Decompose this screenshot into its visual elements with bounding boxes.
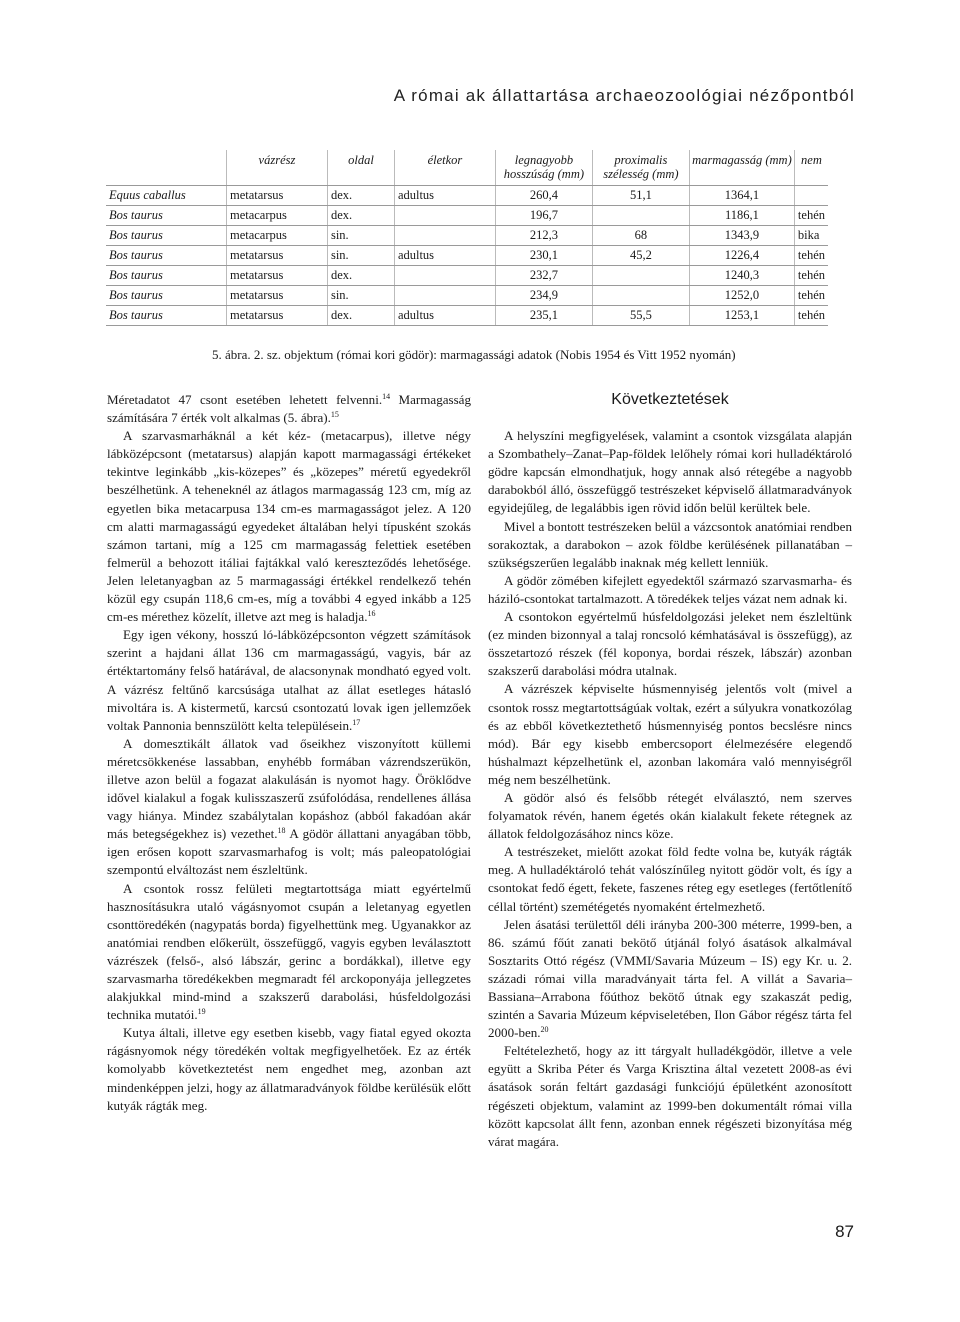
footnote-ref: 19 bbox=[197, 1007, 206, 1017]
text-span: A csontok rossz felületi megtartottsága miatt egyértelmű hasznosításukra utaló vágásnyomot csupán a leletanyag egyetlen csonttöredékén (nagypatás borda) figyelhettünk meg. Ugyanakkor az anatómiai rendben előkerült, összefüggő, vagyis egyben leválasztott vázrészek (felső-, alsó lábszár, gerinc a bordákkal), illetve egy szarvasmarha töredékekben megmaradt fél arckoponyája jellegzetes alakjukkal mind-mind a szakszerű darabolási, húsfeldolgozási technika mutatói. bbox=[107, 880, 471, 1023]
paragraph bbox=[107, 735, 471, 880]
page-number: 87 bbox=[835, 1222, 854, 1241]
table-header: proximalis szélesség (mm) bbox=[592, 150, 689, 186]
paragraph bbox=[107, 626, 471, 735]
table-cell bbox=[592, 286, 689, 306]
table-cell: Bos taurus bbox=[106, 306, 226, 326]
table-cell: metatarsus bbox=[226, 246, 327, 266]
table-cell bbox=[394, 286, 495, 306]
text-span: Jelen ásatási területtől déli irányba 200-300 méterre, 1999-ben, a 86. számú főút zanati bekötő útjánál folyó ásatások alkalmával Sosztarits Ottó régész (VMMI/Savaria Múzeum – IS) egy Kr. u. 2. századi római villa maradványait tárta fel. A villát a Savaria–Bassiana–Arrabona főúthoz bekötő útnak egy szakaszát pedig, szintén a Savaria Múzeum képviseletében, Ilon Gábor régész tárta fel 2000-ben. bbox=[488, 916, 852, 1041]
table-row bbox=[106, 226, 828, 246]
table-cell: 1186,1 bbox=[689, 206, 794, 226]
paragraph: A helyszíni megfigyelések, valamint a csontok vizsgálata alapján a Szombathely–Zanat–Pap-földek lelőhely római kori hulladéktároló gödre kapcsán elmondhatjuk, hogy annak alsó rétegébe a nagyobb darabokból álló, összefüggő testrészeket képviselő állatmaradványok egyidejűleg, de legalábbis igen rövid időn belül kerültek bele. bbox=[488, 428, 852, 516]
table-header bbox=[106, 150, 226, 186]
table-cell: 230,1 bbox=[495, 246, 592, 266]
table-cell: 1252,0 bbox=[689, 286, 794, 306]
table-cell: dex. bbox=[327, 206, 394, 226]
table-cell: 51,1 bbox=[592, 186, 689, 206]
paragraph bbox=[107, 1024, 471, 1114]
running-head: A római ak állattartása archaeozoológiai nézőpontból bbox=[393, 86, 855, 105]
table-cell: adultus bbox=[394, 246, 495, 266]
table-header: életkor bbox=[394, 150, 495, 186]
text-span: Kutya általi, illetve egy esetben kisebb, vagy fiatal egyed okozta rágásnyomok négy töredékén voltak megfigyelhetőek. Ez az érték komolyabb következtetést nem engedhet meg, azonban azt mindenképpen jelzi, hogy az állatmaradványok földbe kerülésük előtt kutyák rágták meg. bbox=[107, 1025, 471, 1113]
table-cell: 232,7 bbox=[495, 266, 592, 286]
text-span: Méretadatot 47 csont esetében lehetett felvenni. bbox=[107, 392, 383, 407]
table-header-row bbox=[106, 150, 828, 186]
text-span: Marmagasság számítására 7 érték volt alkalmas (5. ábra). bbox=[107, 392, 471, 426]
footnote-ref: 14 bbox=[382, 392, 391, 401]
table-cell: 1226,4 bbox=[689, 246, 794, 266]
table-cell: 1343,9 bbox=[689, 226, 794, 246]
footnote-ref: 20 bbox=[540, 1025, 549, 1035]
section-title: Következtetések bbox=[611, 391, 729, 408]
table-cell: 196,7 bbox=[495, 206, 592, 226]
paragraph: A gödör zömében kifejlett egyedektől származó szarvasmarha- és háziló-csontokat tartalmazott. A töredékek teljes vázat nem adnak ki. bbox=[488, 572, 852, 606]
table-cell: sin. bbox=[327, 246, 394, 266]
table-header: vázrész bbox=[226, 150, 327, 186]
table-cell: 68 bbox=[592, 226, 689, 246]
table-cell: 1240,3 bbox=[689, 266, 794, 286]
table-cell: adultus bbox=[394, 186, 495, 206]
text-span: Egy igen vékony, hosszú ló-lábközépcsonton végzett számítások szerint a hajdani állat 136 cm marmagasságú, vagyis, bár az értéktartomány felső határával, de alacsonynak mondható egyed volt. A vázrész feltűnő karcsúsága utalhat az állat esetleges hátasló mivoltára is. A kistermetű, karcsú csontozatú lovak igen jellemzőek voltak Pannonia bennszülött kelta településein. bbox=[107, 627, 471, 733]
table-cell: 212,3 bbox=[495, 226, 592, 246]
footnote-ref: 18 bbox=[277, 826, 286, 836]
table-caption: 5. ábra. 2. sz. objektum (római kori gödör): marmagassági adatok (Nobis 1954 és Vitt 1952 nyomán) bbox=[212, 347, 736, 362]
table-cell: sin. bbox=[327, 226, 394, 246]
table-cell: metatarsus bbox=[226, 186, 327, 206]
table-cell: 55,5 bbox=[592, 306, 689, 326]
table-cell bbox=[394, 266, 495, 286]
footnote-ref: 15 bbox=[330, 410, 339, 420]
marmagassag-table bbox=[106, 150, 828, 326]
text-span: A gödör állattani anyagában több, igen erősen kopott szarvasmarhafog is volt; más paleopatológiai szempontú elváltozást nem észleltünk. bbox=[107, 826, 471, 878]
table-cell: bika bbox=[794, 226, 828, 246]
table-cell: tehén bbox=[794, 266, 828, 286]
table-cell: sin. bbox=[327, 286, 394, 306]
table-cell: 1253,1 bbox=[689, 306, 794, 326]
table-body bbox=[106, 186, 828, 326]
table-cell: metatarsus bbox=[226, 306, 327, 326]
table-cell bbox=[794, 186, 828, 206]
table-row bbox=[106, 286, 828, 306]
paragraph: A gödör alsó és felsőbb rétegét elválasztó, nem szerves folyamatok révén, hanem égetés okán kialakult fekete rétegnek az állatok feldolgozásához nincs köze. bbox=[488, 789, 852, 842]
table-cell: metacarpus bbox=[226, 206, 327, 226]
table-cell: Bos taurus bbox=[106, 226, 226, 246]
paragraph bbox=[107, 427, 471, 626]
paragraph: A vázrészek képviselte húsmennyiség jelentős volt (mivel a csontok rossz megtartottságúak voltak, ezért a súlyukra vonatkozólag és az ebből következtethető húsmennyiség pontos becslésre nincs mód). Bár egy kisebb embercsoport élelmezésére elegendő húshalmazt képzelhetünk el, azonban lakomára való mennyiségről még nem beszélhetünk. bbox=[488, 681, 852, 787]
table-row bbox=[106, 266, 828, 286]
table-cell: 45,2 bbox=[592, 246, 689, 266]
table-cell: Bos taurus bbox=[106, 246, 226, 266]
table-cell bbox=[394, 206, 495, 226]
table-cell: 235,1 bbox=[495, 306, 592, 326]
table-cell: Bos taurus bbox=[106, 286, 226, 306]
table-header: legnagyobb hosszúság (mm) bbox=[495, 150, 592, 186]
right-column bbox=[488, 391, 852, 1151]
table-row bbox=[106, 186, 828, 206]
paragraph bbox=[107, 880, 471, 1025]
paragraph: A csontokon egyértelmű húsfeldolgozási jeleket nem észleltünk (ez minden bizonnyal a talaj roncsoló kémhatásával is összefügg), az összetartozó részek (fél koponya, bordai részek, lábszár) azonban szakszerű darabolási módra utalnak. bbox=[488, 609, 852, 679]
table-cell: tehén bbox=[794, 246, 828, 266]
table-row bbox=[106, 246, 828, 266]
paragraph: Mivel a bontott testrészeken belül a vázcsontok anatómiai rendben sorakoztak, a darabokon – azok földbe kerülésének pillanatában – szükségszerűen legalább inaknak még kellett lenniük. bbox=[488, 518, 852, 570]
table-cell: tehén bbox=[794, 306, 828, 326]
table-header: marmagasság (mm) bbox=[689, 150, 794, 186]
table-cell: Equus caballus bbox=[106, 186, 226, 206]
table-row bbox=[106, 306, 828, 326]
paragraph: A testrészeket, mielőtt azokat föld fedte volna be, kutyák rágták meg. A hulladéktároló tehát valószínűleg nyitott gödör volt, és így a csontokat fedő égett, fekete, faszenes réteg egy esetleges (fertőtlenítő céllal történt) szemétégetés nyomaként értelmezhető. bbox=[488, 844, 852, 914]
table-cell bbox=[394, 226, 495, 246]
left-column bbox=[107, 391, 471, 1115]
table-cell: dex. bbox=[327, 186, 394, 206]
table-cell: tehén bbox=[794, 286, 828, 306]
paragraph bbox=[107, 391, 471, 427]
table-cell: dex. bbox=[327, 266, 394, 286]
table-cell: 260,4 bbox=[495, 186, 592, 206]
table-header: nem bbox=[794, 150, 828, 186]
table-cell: 1364,1 bbox=[689, 186, 794, 206]
footnote-ref: 17 bbox=[352, 717, 361, 727]
text-span: A szarvasmarháknál a két kéz- (metacarpus), illetve négy lábközépcsont (metatarsus) alapján kapott marmagassági értékeket tekintve leginkább „kis-közepes” és „közepes” méretű egyedekről beszélhetünk. A teheneknél az átlagos marmagasság 123 cm, míg az egyetlen bika metacarpusa 134 cm-es marmagasságot jelez. A 120 cm alatti marmagasságú egyedeket általában helyi típusként szokás számon tartani, míg a 125 cm marmagasság felettiek esetében felmerül a behozott itáliai fajtákkal való kereszteződés lehetősége. Jelen leletanyagban az 5 marmagassági értékkel rendelkező tehén közül egy csupán 118,6 cm-es, míg a további 4 egyed inkább a 125 cm-es mérethez közelít, illetve azt meg is haladja. bbox=[107, 428, 471, 625]
table-cell: metatarsus bbox=[226, 286, 327, 306]
text-span: A domesztikált állatok vad őseikhez viszonyított küllemi méretcsökkenése lassabban, enyhébb formában vázrendszerükön, illetve azon belül a fogazat alakulásán is nyomot hagy. Öröklődve idővel kialakul a fogak kulisszaszerű zsúfolódása, rendellenes állása vagy hiánya. Mindez szabálytalan kopáshoz (abból fakadóan akár más betegségekhez is) vezethet. bbox=[107, 735, 471, 842]
paragraph bbox=[488, 916, 852, 1043]
table-header: oldal bbox=[327, 150, 394, 186]
table-cell: Bos taurus bbox=[106, 266, 226, 286]
table-cell: metacarpus bbox=[226, 226, 327, 246]
table-cell bbox=[592, 206, 689, 226]
table-cell: metatarsus bbox=[226, 266, 327, 286]
table-row bbox=[106, 206, 828, 226]
paragraph: Feltételezhető, hogy az itt tárgyalt hulladékgödör, illetve a vele együtt a Skriba Péter és Varga Krisztina által vezetett 2008-as évi ásatások során feltárt gazdasági funkciójú épületként azonosított régészeti objektum, valamint az 1999-ben dokumentált római villa között kapcsolat állt fenn, azonban ennek régészeti bizonyítása még várat magára. bbox=[488, 1043, 852, 1149]
footnote-ref: 16 bbox=[367, 609, 376, 619]
table-cell: dex. bbox=[327, 306, 394, 326]
table-cell: Bos taurus bbox=[106, 206, 226, 226]
table-cell: adultus bbox=[394, 306, 495, 326]
table-cell bbox=[592, 266, 689, 286]
table-cell: tehén bbox=[794, 206, 828, 226]
table-cell: 234,9 bbox=[495, 286, 592, 306]
